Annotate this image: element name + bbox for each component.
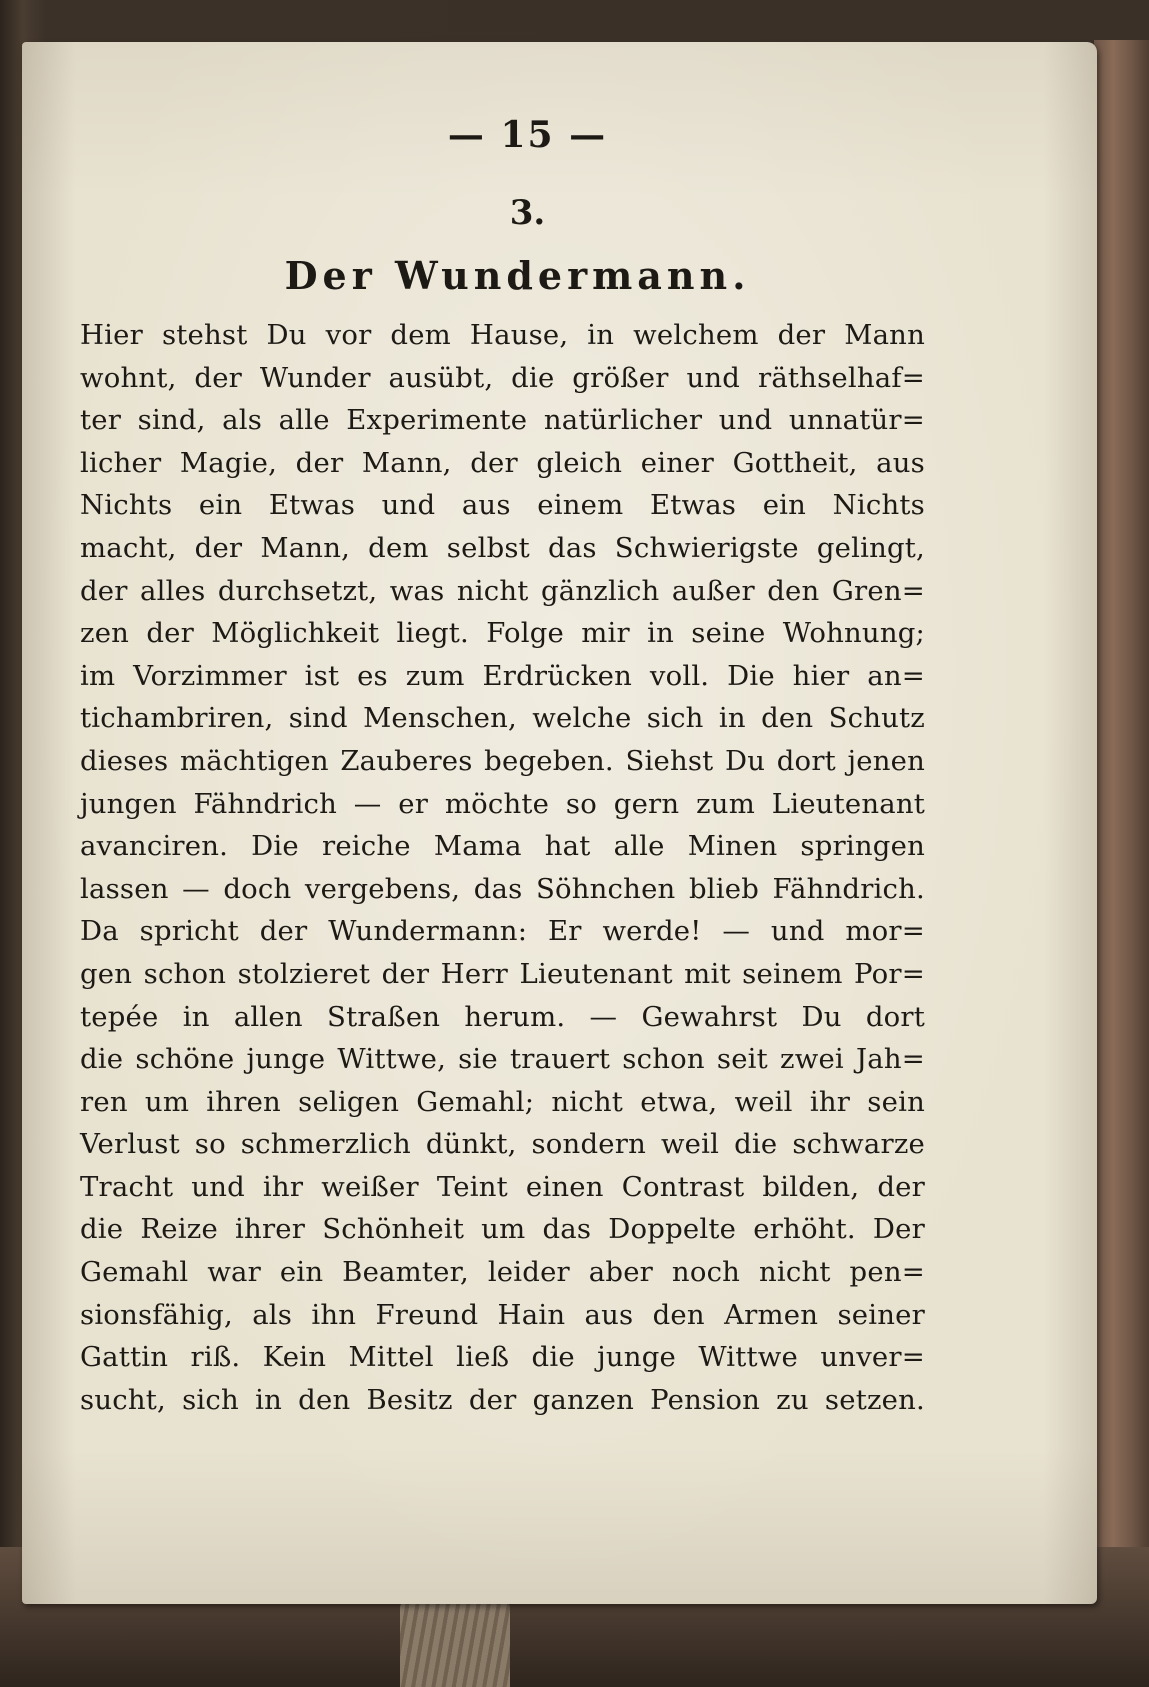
bookmark-ribbon	[400, 1600, 510, 1687]
text-line: Da spricht der Wundermann: Er werde! — und mor=	[80, 915, 925, 948]
text-line: die Reize ihrer Schönheit um das Doppelte erhöht. Der	[80, 1213, 925, 1246]
chapter-number: 3.	[509, 193, 546, 233]
page-number: — 15 —	[447, 114, 608, 156]
text-line: Gattin riß. Kein Mittel ließ die junge Wittwe unver=	[80, 1341, 925, 1374]
text-line: Tracht und ihr weißer Teint einen Contrast bilden, der	[80, 1170, 925, 1203]
text-line: macht, der Mann, dem selbst das Schwierigste gelingt,	[80, 531, 925, 564]
text-line: Verlust so schmerzlich dünkt, sondern weil die schwarze	[80, 1128, 925, 1161]
text-line: ren um ihren seligen Gemahl; nicht etwa, weil ihr sein	[80, 1085, 925, 1118]
text-line: zen der Möglichkeit liegt. Folge mir in seine Wohnung;	[80, 617, 925, 650]
text-line: im Vorzimmer ist es zum Erdrücken voll. Die hier an=	[80, 659, 925, 692]
text-line: wohnt, der Wunder ausübt, die größer und räthselhaf=	[80, 361, 925, 394]
page-content	[80, 110, 925, 1421]
text-line: lassen — doch vergebens, das Söhnchen blieb Fähndrich.	[80, 872, 925, 905]
text-line: dieses mächtigen Zauberes begeben. Siehst Du dort jenen	[80, 744, 925, 777]
text-line: tichambriren, sind Menschen, welche sich in den Schutz	[80, 702, 925, 735]
chapter-title: Der Wundermann.	[284, 253, 751, 298]
text-line: sucht, sich in den Besitz der ganzen Pension zu setzen.	[80, 1383, 925, 1416]
text-line: der alles durchsetzt, was nicht gänzlich außer den Gren=	[80, 574, 925, 607]
body-text	[80, 314, 925, 1421]
text-line: tepée in allen Straßen herum. — Gewahrst Du dort	[80, 1000, 925, 1033]
text-line: avanciren. Die reiche Mama hat alle Minen springen	[80, 830, 925, 863]
text-line: Nichts ein Etwas und aus einem Etwas ein Nichts	[80, 489, 925, 522]
text-line: Hier stehst Du vor dem Hause, in welchem der Mann	[80, 319, 925, 351]
text-line: die schöne junge Wittwe, sie trauert schon seit zwei Jah=	[80, 1043, 925, 1076]
book-cover-edge	[1094, 40, 1149, 1570]
text-line: licher Magie, der Mann, der gleich einer Gottheit, aus	[80, 446, 925, 479]
text-line: jungen Fähndrich — er möchte so gern zum Lieutenant	[80, 787, 925, 820]
text-line: gen schon stolzieret der Herr Lieutenant mit seinem Por=	[80, 957, 925, 990]
text-line: sionsfähig, als ihn Freund Hain aus den Armen seiner	[80, 1298, 925, 1331]
text-line: Gemahl war ein Beamter, leider aber noch nicht pen=	[80, 1256, 925, 1289]
text-line: ter sind, als alle Experimente natürlicher und unnatür=	[80, 404, 925, 437]
